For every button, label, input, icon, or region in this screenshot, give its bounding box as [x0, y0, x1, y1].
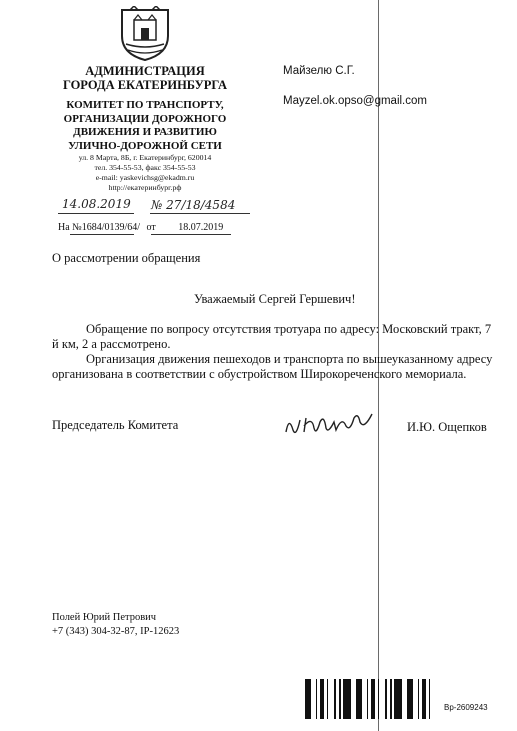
- barcode-bar: [385, 679, 387, 719]
- number-underline: [150, 213, 250, 214]
- organization-name-line: АДМИНИСТРАЦИЯ: [85, 64, 205, 78]
- address-line: ул. 8 Марта, 8Б, г. Екатеринбург, 620014: [78, 153, 212, 162]
- barcode-id: Вр-2609243: [444, 703, 488, 712]
- contact-block: [60, 153, 230, 193]
- reference-number: 1684/0139/64/: [81, 222, 141, 233]
- letter-paragraph: Обращение по вопросу отсутствия тротуара по адресу: Московский тракт, 7 й км, 2 а рассмотрено.: [52, 322, 492, 351]
- committee-name-line: ОРГАНИЗАЦИИ ДОРОЖНОГО: [63, 112, 227, 125]
- organization-name-line: ГОРОДА ЕКАТЕРИНБУРГА: [62, 78, 228, 92]
- website-line: http://екатеринбург.рф: [108, 183, 182, 192]
- email-line: e-mail: yaskevichsg@ekadm.ru: [95, 173, 195, 182]
- signatory-name: И.Ю. Ощепков: [407, 420, 487, 434]
- executor-name: Полей Юрий Петрович: [52, 612, 157, 623]
- barcode-bar: [367, 679, 368, 719]
- barcode-bar: [371, 679, 374, 719]
- barcode-bar: [359, 679, 362, 719]
- date-underline: [58, 213, 134, 214]
- barcode-bar: [394, 679, 397, 719]
- committee-name-line: ДВИЖЕНИЯ И РАЗВИТИЮ: [73, 126, 217, 138]
- barcode-bar: [348, 679, 351, 719]
- executor-phone: +7 (343) 304-32-87, IP-12623: [52, 626, 180, 637]
- barcode-bar: [308, 679, 311, 719]
- barcode-bar: [327, 679, 328, 719]
- barcode-bar: [316, 679, 317, 719]
- barcode-bar: [390, 679, 392, 719]
- barcode-bar: [418, 679, 419, 719]
- recipient-email: Mayzel.ok.opso@gmail.com: [283, 95, 427, 107]
- reference-date-underline: [151, 234, 231, 235]
- barcode-bar: [410, 679, 413, 719]
- letter-greeting: Уважаемый Сергей Гершевич!: [194, 292, 356, 306]
- signatory-position: Председатель Комитета: [52, 418, 179, 432]
- reference-number-underline: [70, 234, 134, 235]
- committee-name-line: УЛИЧНО-ДОРОЖНОЙ СЕТИ: [68, 139, 222, 152]
- reference-date: 18.07.2019: [178, 222, 224, 233]
- handwritten-outgoing-date: 14.08.2019: [62, 197, 131, 211]
- barcode-bar: [343, 679, 346, 719]
- phone-line: тел. 354-55-53, факс 354-55-53: [94, 163, 196, 172]
- reference-line: [58, 222, 223, 233]
- document-barcode: [305, 679, 435, 719]
- barcode-bar: [323, 679, 324, 719]
- barcode-bar: [374, 679, 375, 719]
- barcode-bar: [320, 679, 323, 719]
- barcode-bar: [305, 679, 308, 719]
- barcode-bar: [429, 679, 430, 719]
- reference-prefix: На №: [58, 222, 82, 233]
- committee-name: [60, 99, 230, 153]
- barcode-bar: [356, 679, 359, 719]
- barcode-bar: [422, 679, 425, 719]
- barcode-bar: [346, 679, 348, 719]
- organization-name: [60, 64, 230, 92]
- barcode-bar: [397, 679, 399, 719]
- letter-paragraph: Организация движения пешеходов и транспорта по вышеуказанному адресу организована в соответствии с обустройством Широкореченского мемориала.: [52, 352, 493, 381]
- committee-name-line: КОМИТЕТ ПО ТРАНСПОРТУ,: [66, 99, 224, 111]
- barcode-bar: [334, 679, 336, 719]
- barcode-bar: [425, 679, 426, 719]
- barcode-bar: [339, 679, 341, 719]
- city-coat-of-arms-icon: [116, 6, 174, 62]
- letter-subject: О рассмотрении обращения: [52, 251, 201, 265]
- recipient-name: Майзелю С.Г.: [283, 65, 355, 77]
- barcode-bar: [407, 679, 410, 719]
- barcode-bar: [378, 679, 379, 719]
- handwritten-signature: [280, 408, 380, 438]
- reference-from-label: от: [146, 222, 156, 233]
- handwritten-outgoing-number: № 27/18/4584: [151, 198, 236, 212]
- barcode-bar: [399, 679, 402, 719]
- executor-block: [52, 611, 179, 639]
